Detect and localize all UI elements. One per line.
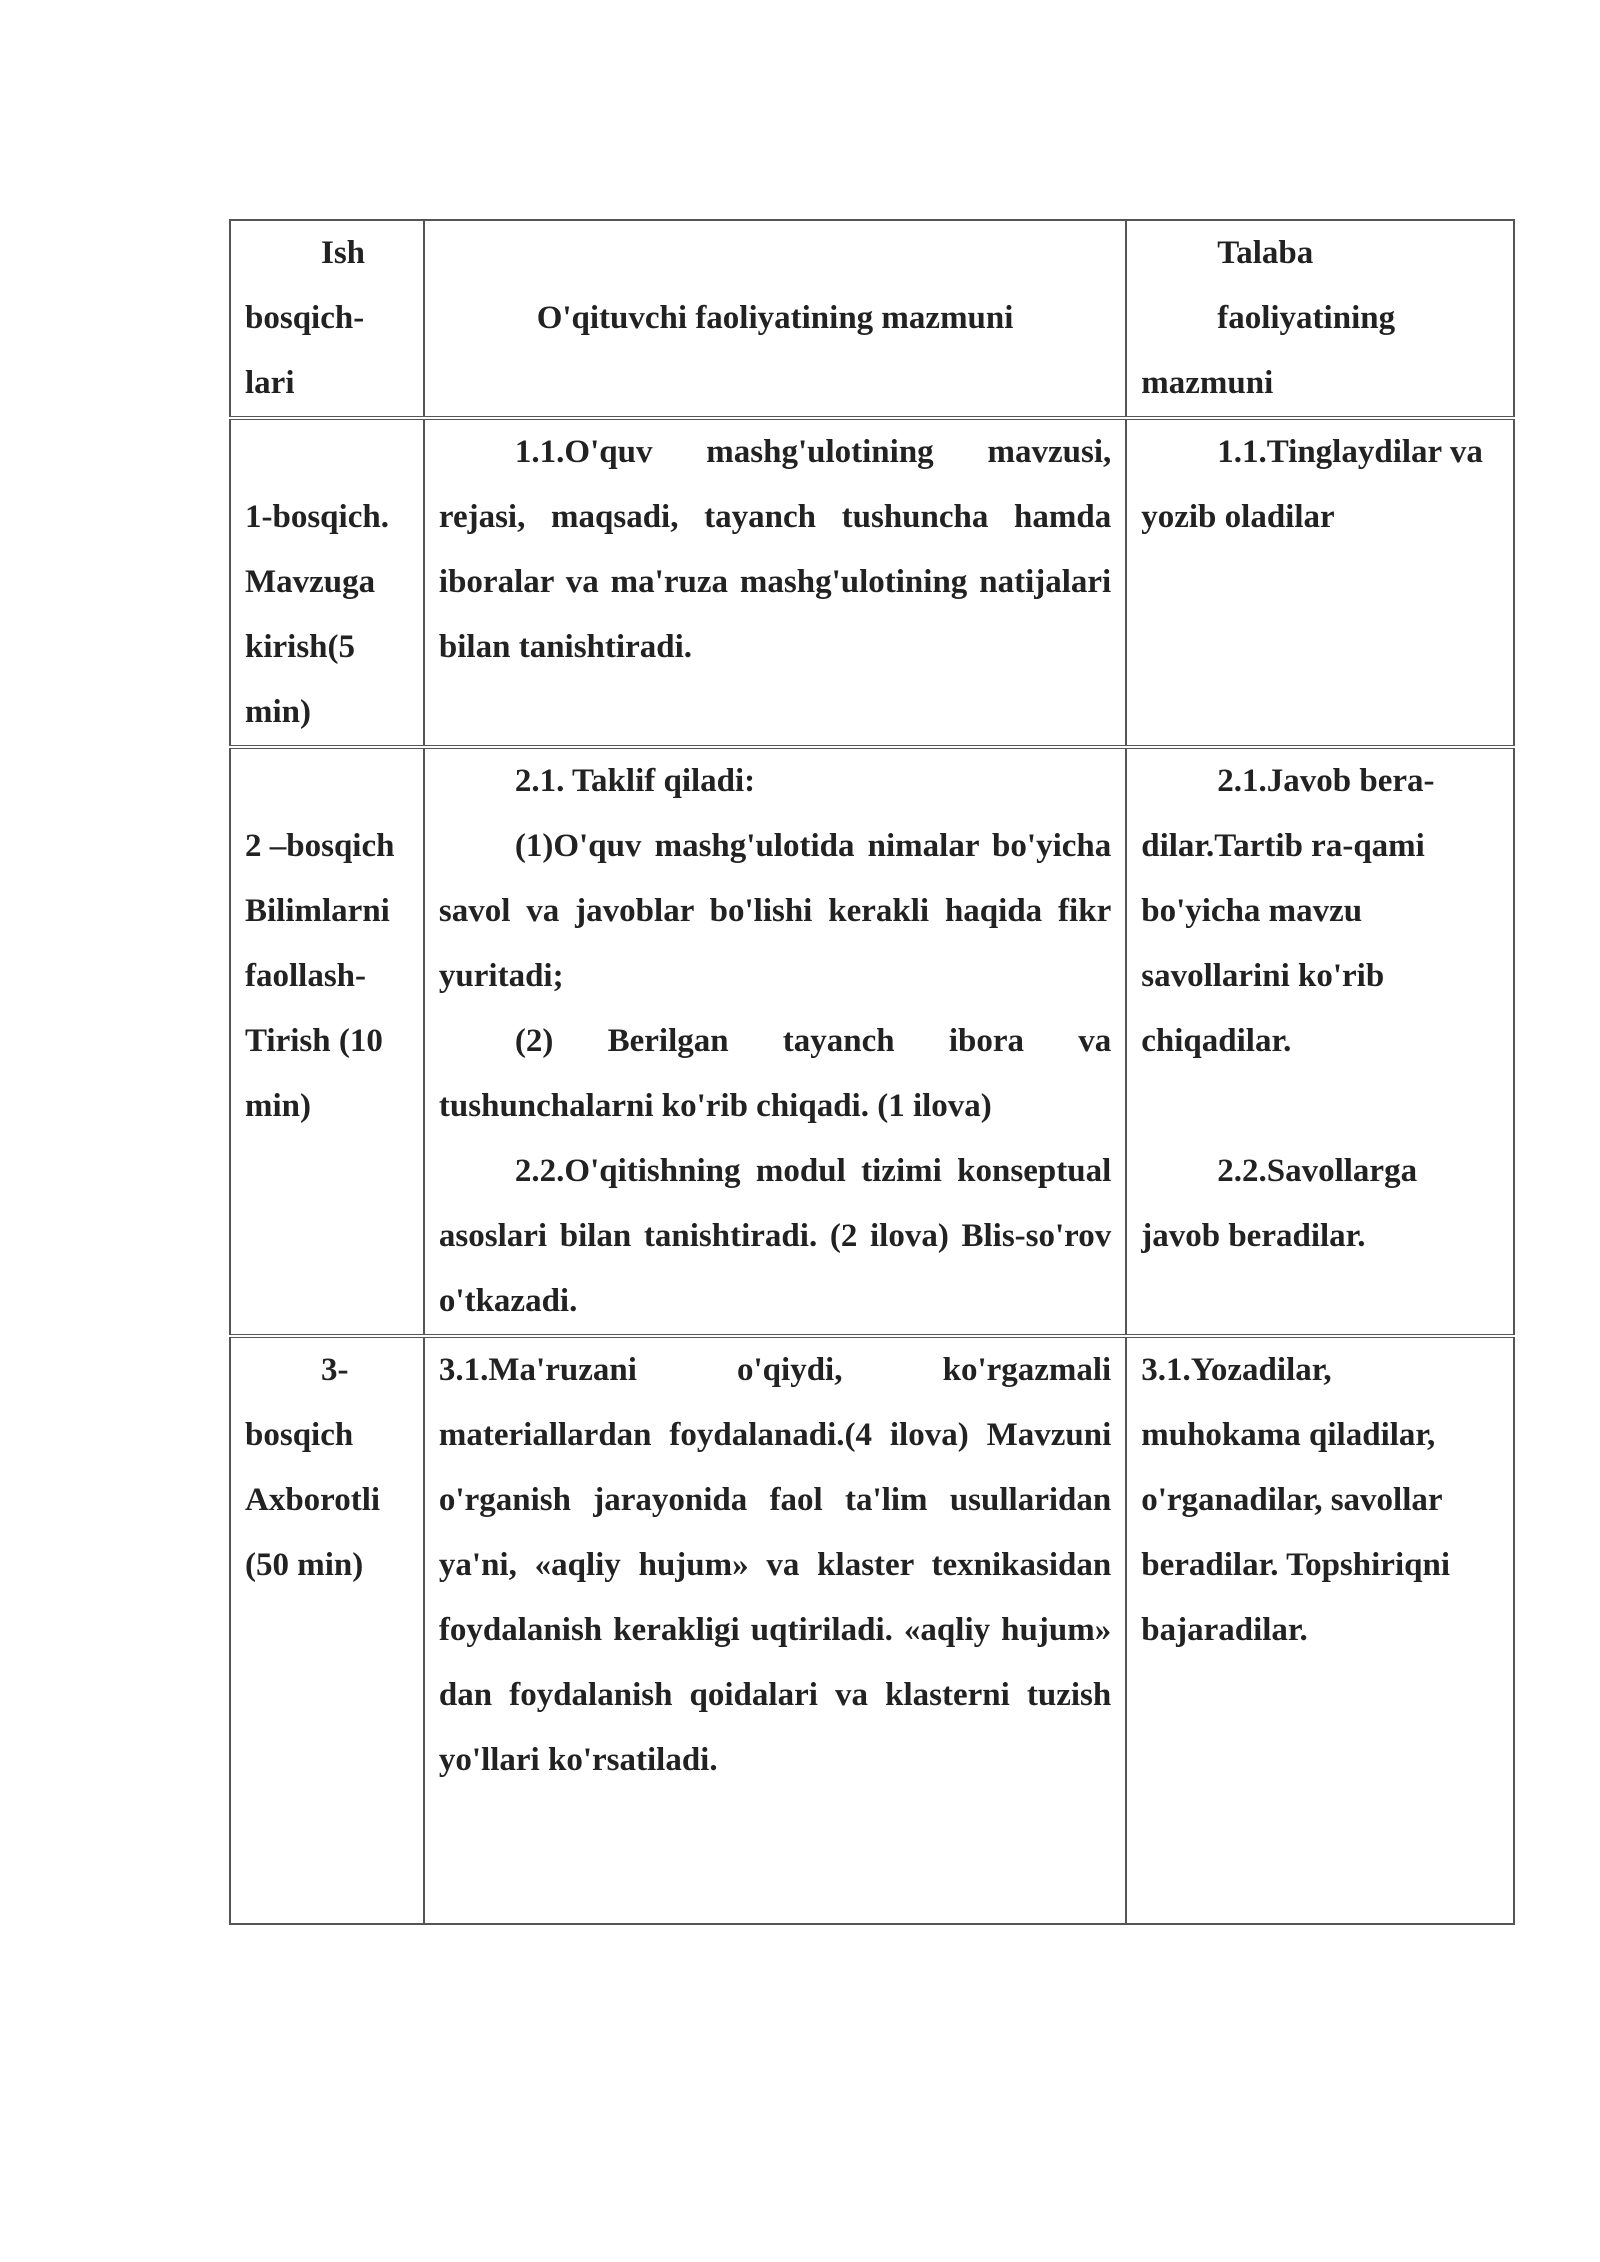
stage-line: Tirish (10 <box>245 1023 383 1059</box>
stage-cell <box>230 418 424 747</box>
table-row <box>230 418 1514 747</box>
header-stage-line: bosqich- <box>245 300 365 336</box>
student-paragraph: 2.1.Javob bera-dilar.Tartib ra-qami bo'yicha mavzu savollarini ko'rib chiqadilar. <box>1141 763 1435 1059</box>
teacher-paragraph: 2.1. Taklif qiladi: <box>514 763 756 799</box>
student-activity-cell <box>1126 1336 1514 1924</box>
stage-line: 2 –bosqich <box>245 828 395 864</box>
student-paragraph: 3.1.Yozadilar, muhokama qiladilar, o'rganadilar, savollar beradilar. Topshiriqni bajaradilar. <box>1141 1352 1450 1648</box>
header-student-cell <box>1126 220 1514 418</box>
teacher-activity-cell <box>424 1336 1126 1924</box>
stage-cell <box>230 1336 424 1924</box>
teacher-paragraph: (1)O'quv mashg'ulotida nimalar bo'yicha savol va javoblar bo'lishi kerakli haqida fikr yuritadi; <box>438 828 1112 994</box>
header-stage-line: Ish <box>321 235 366 271</box>
stage-cell <box>230 747 424 1336</box>
stage-line: Mavzuga <box>245 564 376 600</box>
student-activity-cell <box>1126 418 1514 747</box>
header-student-line: mazmuni <box>1141 365 1274 401</box>
teacher-activity-cell <box>424 747 1126 1336</box>
stage-line: Bilimlarni <box>245 893 390 929</box>
header-stage-line: lari <box>245 365 295 401</box>
stage-line: faollash- <box>245 958 367 994</box>
header-teacher-cell: O'qituvchi faoliyatining mazmuni <box>424 220 1126 418</box>
teacher-paragraph: (2) Berilgan tayanch ibora va tushunchalarni ko'rib chiqadi. (1 ilova) <box>438 1023 1112 1124</box>
student-paragraph: 1.1.Tinglaydilar va yozib oladilar <box>1141 434 1483 535</box>
header-student-line: faoliyatining <box>1217 300 1396 336</box>
lesson-plan-table <box>229 219 1515 1925</box>
stage-line: min) <box>245 1088 311 1124</box>
header-student-line: Talaba <box>1217 235 1314 271</box>
stage-line: 3- <box>321 1352 349 1388</box>
student-activity-cell <box>1126 747 1514 1336</box>
stage-line: bosqich <box>245 1417 354 1453</box>
stage-line: (50 min) <box>245 1547 364 1583</box>
stage-line: kirish(5 <box>245 629 356 665</box>
header-stage-cell <box>230 220 424 418</box>
teacher-activity-cell <box>424 418 1126 747</box>
stage-line: min) <box>245 694 311 730</box>
teacher-paragraph: 1.1.O'quv mashg'ulotining mavzusi, rejasi, maqsadi, tayanch tushuncha hamda iboralar va ma'ruza mashg'ulotining natijalari bilan tanishtiradi. <box>438 434 1112 665</box>
student-paragraph: 2.2.Savollarga javob beradilar. <box>1141 1153 1418 1254</box>
stage-line: 1-bosqich. <box>245 499 389 535</box>
stage-line: Axborotli <box>245 1482 381 1518</box>
table-header-row <box>230 220 1514 418</box>
table-row <box>230 747 1514 1336</box>
table-row <box>230 1336 1514 1924</box>
teacher-paragraph: 3.1.Ma'ruzani o'qiydi, ko'rgazmali materiallardan foydalanadi.(4 ilova) Mavzuni o'rganish jarayonida faol ta'lim usullaridan ya'ni, «aqliy hujum» va klaster texnikasidan foydalanish kerakligi uqtiriladi. «aqliy hujum» dan foydalanish qoidalari va klasterni tuzish yo'llari ko'rsatiladi. <box>438 1352 1112 1778</box>
teacher-paragraph: 2.2.O'qitishning modul tizimi konseptual asoslari bilan tanishtiradi. (2 ilova) Blis-so'rov o'tkazadi. <box>438 1153 1112 1319</box>
